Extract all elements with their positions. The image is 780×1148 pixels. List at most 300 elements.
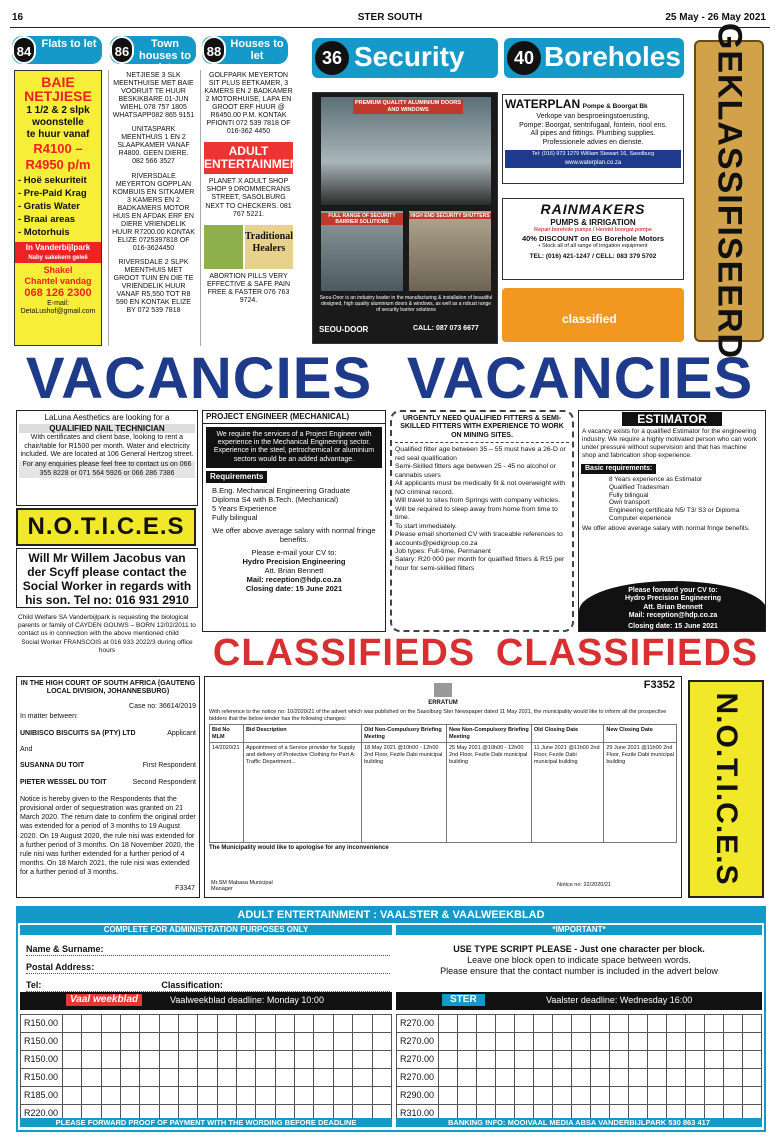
security-caption: PREMIUM QUALITY ALUMINIUM DOORS AND WINDOWS (354, 100, 462, 113)
letter-box[interactable] (572, 1033, 591, 1051)
letter-box[interactable] (372, 1015, 392, 1033)
letter-box[interactable] (724, 1033, 743, 1051)
engineer-cv: Please e-mail your CV to: (251, 547, 337, 557)
letter-box[interactable] (63, 1015, 82, 1033)
letter-box[interactable] (667, 1015, 686, 1033)
waterplan-line: Verkope van besproeiingstoerusting, (536, 113, 650, 121)
classified-promo (502, 288, 684, 342)
letter-box[interactable] (591, 1033, 610, 1051)
letter-box[interactable] (179, 1087, 198, 1105)
estimator-requirement: Fully bilingual (609, 491, 649, 499)
flats-ad-location: Naby sakekern geleë (15, 254, 101, 263)
flats-ad-email: DetaLushof@gmail.com (20, 308, 96, 316)
letter-box[interactable] (686, 1087, 705, 1105)
letter-box[interactable] (256, 1069, 275, 1087)
letter-box[interactable] (648, 1033, 667, 1051)
laluna-enquiries: For any enquiries please feel free to contact us on 066 355 8228 or 071 564 5926 or 066 286 7386 (19, 461, 195, 478)
price-row[interactable] (21, 1015, 392, 1033)
estimator-company: Hydro Precision Engineering (624, 595, 722, 603)
letter-box[interactable] (372, 1087, 392, 1105)
security-header (312, 38, 498, 78)
form-instruction: USE TYPE SCRIPT PLEASE - Just one character per block. (453, 944, 705, 954)
letter-box[interactable] (237, 1069, 256, 1087)
security-num: 36 (315, 41, 349, 75)
letter-box[interactable] (217, 1033, 236, 1051)
letter-box[interactable] (534, 1015, 553, 1033)
letter-box[interactable] (515, 1015, 534, 1033)
letter-box[interactable] (101, 1087, 120, 1105)
letter-box[interactable] (333, 1087, 352, 1105)
waterplan-contact: Tel: (016) 973 1279 William Stewart 16, Sasolburg (505, 150, 681, 159)
letter-box[interactable] (610, 1069, 629, 1087)
header-rule (10, 27, 770, 28)
letter-box[interactable] (275, 1015, 294, 1033)
letter-box[interactable] (515, 1087, 534, 1105)
ster-deadline: Vaalster deadline: Wednesday 16:00 (546, 995, 693, 1005)
letter-box[interactable] (591, 1051, 610, 1069)
letter-box[interactable] (667, 1069, 686, 1087)
letter-box[interactable] (591, 1069, 610, 1087)
letter-box[interactable] (275, 1051, 294, 1069)
form-important-heading: *IMPORTANT* (396, 925, 762, 935)
letter-box[interactable] (275, 1087, 294, 1105)
letter-box[interactable] (458, 1015, 477, 1033)
letter-box[interactable] (237, 1033, 256, 1051)
letter-box[interactable] (477, 1069, 496, 1087)
letter-box[interactable] (159, 1087, 178, 1105)
letter-box[interactable] (572, 1069, 591, 1087)
price-row[interactable] (397, 1087, 762, 1105)
fitters-line: Semi-Skilled fitters age between 25 - 45 no alcohol or cannabis users (395, 463, 556, 479)
table-header: New Non-Compulsory Briefing Meeting (446, 725, 531, 743)
form-instruction: Please ensure that the contact number is included in the advert below (440, 965, 718, 976)
letter-box[interactable] (63, 1033, 82, 1051)
letter-box[interactable] (686, 1015, 705, 1033)
price-label: R310.00 (397, 1105, 439, 1123)
letter-box[interactable] (256, 1033, 275, 1051)
price-row[interactable] (397, 1033, 762, 1051)
letter-box[interactable] (295, 1033, 314, 1051)
letter-box[interactable] (705, 1087, 724, 1105)
listing: RIVERSDALE MEYERTON GOPPLAN KOMBUIS EN SITKAMER 3 KAMERS EN 2 BADKAMERS MOTOR HUIS EN AFDAK ERF EN DIERE VRIENDELIK HUUR R7200.00 KONTAK ELIZE 0725397818 OF 016-3624450 (112, 172, 195, 252)
letter-box[interactable] (275, 1069, 294, 1087)
letter-box[interactable] (353, 1033, 372, 1051)
price-label: R185.00 (21, 1087, 63, 1105)
letter-box[interactable] (477, 1033, 496, 1051)
estimator-closing: Closing date: 15 June 2021 (628, 623, 718, 630)
letter-box[interactable] (372, 1033, 392, 1051)
letter-box[interactable] (686, 1069, 705, 1087)
estimator-ad (578, 410, 766, 632)
letter-box[interactable] (82, 1087, 101, 1105)
letter-box[interactable] (217, 1051, 236, 1069)
letter-box[interactable] (686, 1051, 705, 1069)
letter-box[interactable] (372, 1051, 392, 1069)
letter-box[interactable] (353, 1069, 372, 1087)
letter-box[interactable] (534, 1051, 553, 1069)
court-notice (16, 676, 200, 898)
letter-box[interactable] (159, 1015, 178, 1033)
geklassifiseerd-text: GEKLASSIFISEERD (710, 22, 749, 360)
letter-box[interactable] (179, 1015, 198, 1033)
letter-box[interactable] (101, 1069, 120, 1087)
letter-box[interactable] (743, 1015, 762, 1033)
letter-box[interactable] (121, 1033, 140, 1051)
security-brand: SEOU-DOOR (319, 325, 369, 334)
letter-box[interactable] (629, 1087, 648, 1105)
court-and: And (20, 745, 33, 753)
estimator-requirement: Own transport (609, 499, 650, 507)
letter-box[interactable] (63, 1051, 82, 1069)
flats-ad-email-label: E-mail: (47, 299, 69, 307)
issue-date: 25 May - 26 May 2021 (665, 12, 766, 23)
letter-box[interactable] (496, 1015, 515, 1033)
letter-box[interactable] (295, 1069, 314, 1087)
letter-box[interactable] (496, 1069, 515, 1087)
listing: RIVERSDALE 2 SLPK MEENTHUIS MET GROOT TUIN EN DIE TE VRIENDELIK HUUR VANAF R5,550 TOT R8 590 EN KONTAK ELIZE BY 072 539 7818 (113, 258, 194, 315)
ster-logo: STER (442, 994, 485, 1006)
letter-box[interactable] (198, 1015, 217, 1033)
flats-ad-line: te huur vanaf (26, 129, 90, 140)
letter-box[interactable] (82, 1051, 101, 1069)
letter-box[interactable] (534, 1087, 553, 1105)
boreholes-title: Boreholes (544, 41, 681, 72)
court-applicant: UNIBISCO BISCUITS SA (PTY) LTD (20, 729, 136, 737)
rainmakers-contact: TEL: (016) 421-1247 / CELL: 083 379 5702 (529, 252, 657, 260)
security-ad (312, 92, 498, 344)
fitters-line: Qualified fitter age between 35 – 55 must have a 26-D or red seal qualification (395, 446, 566, 462)
rainmakers-title: RAINMAKERS (540, 201, 646, 217)
classifieds-heading: CLASSIFIEDS (212, 632, 476, 674)
letter-box[interactable] (237, 1051, 256, 1069)
flats-ad-feature: - Motorhuis (18, 227, 70, 239)
adult-entertainment-form (16, 906, 766, 1132)
letter-box[interactable] (217, 1069, 236, 1087)
form-name-row[interactable] (26, 944, 390, 956)
rainmakers-line: Repair borehole pumps / Herstel boorgat pompe (534, 227, 652, 234)
letter-box[interactable] (648, 1069, 667, 1087)
letter-box[interactable] (553, 1051, 572, 1069)
letter-box[interactable] (121, 1015, 140, 1033)
letter-box[interactable] (743, 1087, 762, 1105)
letter-box[interactable] (610, 1033, 629, 1051)
notices-vertical-text: N.O.T.I.C.E.S (710, 692, 743, 886)
ster-grid[interactable] (396, 1014, 762, 1123)
letter-box[interactable] (515, 1069, 534, 1087)
letter-box[interactable] (314, 1051, 333, 1069)
letter-box[interactable] (553, 1033, 572, 1051)
letter-box[interactable] (295, 1051, 314, 1069)
letter-box[interactable] (667, 1033, 686, 1051)
letter-box[interactable] (63, 1087, 82, 1105)
erratum-intro: With reference to the notice no: 10/2020/21 of the advert which was published on the Sasolburg Ster Newspaper dated 11 May 2021, the municipality would like to inform all the prospective bidders that the below tender has the following changes: (209, 708, 667, 722)
letter-box[interactable] (333, 1033, 352, 1051)
letter-box[interactable] (458, 1033, 477, 1051)
letter-box[interactable] (140, 1051, 159, 1069)
letter-box[interactable] (458, 1069, 477, 1087)
boreholes-num: 40 (507, 41, 541, 75)
letter-box[interactable] (572, 1051, 591, 1069)
letter-box[interactable] (333, 1051, 352, 1069)
adult-entertainment-banner: ADULT ENTERTAINMENT (204, 142, 293, 174)
letter-box[interactable] (743, 1033, 762, 1051)
letter-box[interactable] (159, 1033, 178, 1051)
letter-box[interactable] (314, 1033, 333, 1051)
form-postal-label: Postal Address: (26, 962, 95, 972)
letter-box[interactable] (458, 1087, 477, 1105)
table-cell: 18 May 2021 @10h00 - 12h00 2nd Floor, Fezile Dabi municipal building (362, 743, 447, 843)
letter-box[interactable] (724, 1051, 743, 1069)
flats-ad-feature: - Hoë sekuriteit (18, 175, 87, 187)
letter-box[interactable] (724, 1087, 743, 1105)
form-footer-right: BANKING INFO: MOOIVAAL MEDIA ABSA VANDERBIJLPARK 530 863 417 (396, 1118, 762, 1127)
letter-box[interactable] (629, 1015, 648, 1033)
letter-box[interactable] (217, 1087, 236, 1105)
letter-box[interactable] (275, 1033, 294, 1051)
price-row[interactable] (397, 1015, 762, 1033)
child-welfare-notice (16, 612, 198, 664)
engineer-intro: We require the services of a Project Engineer with experience in the Mechanical Engineering sector. Experience in the steel, petrochemical or aluminium sectors would be an added advantage. (206, 427, 382, 469)
letter-box[interactable] (724, 1069, 743, 1087)
letter-box[interactable] (515, 1051, 534, 1069)
court-body: Notice is hereby given to the Respondents that the provisional order of sequestration was granted on 21 March 2020. The return date to confirm the original order was extended for a period of 3 months to 19 August 2020. On 19 August 2020, the rule nisi was extended for a further period of 3 months. On 18 November 2020, the rule nisi was further extended for a further period of 4 months. On 18 March 2021, the rule nisi was extended for a further period of 3 months. (20, 796, 196, 876)
engineer-mail: Mail: reception@hdp.co.za (246, 574, 342, 584)
letter-box[interactable] (198, 1087, 217, 1105)
engineer-requirement: B.Eng. Mechanical Engineering Graduate (212, 485, 351, 495)
letter-box[interactable] (179, 1033, 198, 1051)
letter-box[interactable] (217, 1015, 236, 1033)
letter-box[interactable] (439, 1069, 458, 1087)
rainmakers-discount: 40% DISCOUNT on EG Borehole Motors (521, 233, 665, 243)
form-footer-left: PLEASE FORWARD PROOF OF PAYMENT WITH THE WORDING BEFORE DEADLINE (20, 1118, 392, 1127)
estimator-requirement: 8 Years experience as Estimator (609, 475, 703, 483)
price-label: R290.00 (397, 1087, 439, 1105)
court-role: Applicant (167, 729, 196, 737)
letter-box[interactable] (743, 1069, 762, 1087)
price-row[interactable] (21, 1069, 392, 1087)
waterplan-line: Professionele advies en dienste. (542, 138, 644, 146)
letter-box[interactable] (648, 1051, 667, 1069)
letter-box[interactable] (705, 1015, 724, 1033)
form-tel-row[interactable] (26, 980, 390, 992)
category-townhouses: 86 Town houses to let (110, 36, 196, 64)
court-role: Second Respondent (132, 778, 196, 786)
letter-box[interactable] (82, 1033, 101, 1051)
letter-box[interactable] (743, 1051, 762, 1069)
letter-box[interactable] (667, 1051, 686, 1069)
price-label: R220.00 (21, 1105, 63, 1123)
rainmakers-line: • Stock all of all range of irrigation equipment (538, 242, 648, 249)
letter-box[interactable] (179, 1069, 198, 1087)
form-admin-heading: COMPLETE FOR ADMINISTRATION PURPOSES ONLY (20, 925, 392, 935)
letter-box[interactable] (198, 1051, 217, 1069)
fitters-salary: Salary: R20 000 per month for qualified fitters & R15 per hour for semi-skilled fitters (395, 556, 565, 572)
municipal-crest-icon (434, 683, 452, 697)
letter-box[interactable] (140, 1069, 159, 1087)
letter-box[interactable] (667, 1087, 686, 1105)
letter-box[interactable] (140, 1033, 159, 1051)
letter-box[interactable] (534, 1069, 553, 1087)
flats-ad-contact: Chantel vandag (24, 275, 92, 286)
table-cell: 25 May 2021 @10h00 - 12h00 2nd Floor, Fezile Dabi municipal building (446, 743, 531, 843)
fitters-line: All applicants must be medically fit & not overweight with NO criminal record. (395, 480, 565, 496)
vaal-grid[interactable] (20, 1014, 392, 1123)
letter-box[interactable] (237, 1087, 256, 1105)
geklassifiseerd-banner (694, 22, 764, 360)
court-reference: F3347 (175, 884, 195, 892)
classified-word: classified (562, 312, 617, 326)
letter-box[interactable] (553, 1015, 572, 1033)
letter-box[interactable] (705, 1033, 724, 1051)
letter-box[interactable] (314, 1069, 333, 1087)
letter-box[interactable] (439, 1033, 458, 1051)
letter-box[interactable] (439, 1087, 458, 1105)
letter-box[interactable] (101, 1033, 120, 1051)
price-row[interactable] (21, 1051, 392, 1069)
letter-box[interactable] (256, 1051, 275, 1069)
letter-box[interactable] (101, 1051, 120, 1069)
estimator-salary: We offer above average salary with normal fringe benefits. (582, 524, 750, 532)
letter-box[interactable] (724, 1015, 743, 1033)
letter-box[interactable] (477, 1015, 496, 1033)
letter-box[interactable] (572, 1015, 591, 1033)
erratum-signature: Mr.SM Mabasa Municipal Manager (211, 879, 273, 893)
letter-box[interactable] (82, 1015, 101, 1033)
letter-box[interactable] (629, 1069, 648, 1087)
letter-box[interactable] (553, 1069, 572, 1087)
letter-box[interactable] (439, 1051, 458, 1069)
letter-box[interactable] (458, 1051, 477, 1069)
letter-box[interactable] (610, 1087, 629, 1105)
letter-box[interactable] (333, 1015, 352, 1033)
letter-box[interactable] (610, 1015, 629, 1033)
letter-box[interactable] (314, 1087, 333, 1105)
letter-box[interactable] (179, 1051, 198, 1069)
letter-box[interactable] (648, 1087, 667, 1105)
letter-box[interactable] (140, 1087, 159, 1105)
letter-box[interactable] (610, 1051, 629, 1069)
waterplan-subtitle: Pompe & Boorgat Bk (582, 103, 648, 110)
letter-box[interactable] (572, 1087, 591, 1105)
letter-box[interactable] (686, 1033, 705, 1051)
flats-ad-phone: 068 126 2300 (24, 286, 92, 299)
ster-deadline-bar (396, 992, 762, 1010)
letter-box[interactable] (295, 1087, 314, 1105)
estimator-cv: Please forward your CV to: (628, 587, 718, 594)
notices-vertical-banner (688, 680, 764, 898)
letter-box[interactable] (121, 1087, 140, 1105)
letter-box[interactable] (477, 1087, 496, 1105)
letter-box[interactable] (159, 1069, 178, 1087)
letter-box[interactable] (553, 1087, 572, 1105)
letter-box[interactable] (353, 1015, 372, 1033)
willem-notice: Will Mr Willem Jacobus van der Scyff please contact the Social Worker in regards with his son. Tel no: 016 931 2910 (16, 548, 198, 608)
security-caption: HIGH END SECURITY SHUTTERS (410, 213, 490, 219)
table-header: Bid Description (243, 725, 361, 743)
letter-box[interactable] (256, 1087, 275, 1105)
engineer-requirement: 5 Years Experience (212, 503, 277, 513)
rainmakers-subtitle: PUMPS & IRRIGATION (550, 217, 636, 227)
healer-photo (204, 225, 243, 269)
price-row[interactable] (397, 1069, 762, 1087)
table-header: Old Closing Date (531, 725, 603, 743)
letter-box[interactable] (333, 1069, 352, 1087)
houses-listings (200, 70, 306, 346)
letter-box[interactable] (63, 1069, 82, 1087)
letter-box[interactable] (82, 1069, 101, 1087)
erratum-notice-number: Notice no: 22/2020/21 (557, 882, 611, 889)
shutter-photo (409, 211, 491, 291)
table-header: Bid No MLM (210, 725, 244, 743)
letter-box[interactable] (705, 1069, 724, 1087)
child-welfare-text: Child Welfare SA Vanderbijlpark is requesting the biological parents or family of CAYDEN GOUWS – BORN 12/02/2011 to contact us in connection with the above mentioned child (18, 614, 196, 637)
letter-box[interactable] (198, 1033, 217, 1051)
child-welfare-contact: Social Worker FRANSCOIS at 016 933 2022/3 during office hours (21, 639, 193, 655)
estimator-requirements-heading: Basic requirements: (581, 464, 656, 474)
letter-box[interactable] (121, 1051, 140, 1069)
laluna-ad (16, 410, 198, 506)
form-postal-row[interactable] (26, 962, 390, 974)
letter-box[interactable] (295, 1015, 314, 1033)
engineer-requirements-heading: Requirements (206, 471, 267, 483)
laluna-title: LaLuna Aesthetics are looking for a (44, 413, 170, 422)
letter-box[interactable] (140, 1015, 159, 1033)
letter-box[interactable] (534, 1033, 553, 1051)
price-row[interactable] (21, 1087, 392, 1105)
letter-box[interactable] (198, 1069, 217, 1087)
listing: ABORTION PILLS VERY EFFECTIVE & SAFE PAIN FREE & FASTER 076 763 9724. (206, 272, 291, 304)
court-heading: IN THE HIGH COURT OF SOUTH AFRICA (GAUTENG LOCAL DIVISION, JOHANNESBURG) (20, 680, 196, 696)
letter-box[interactable] (591, 1087, 610, 1105)
price-row[interactable] (397, 1051, 762, 1069)
court-respondent: PIETER WESSEL DU TOIT (20, 778, 107, 786)
letter-box[interactable] (372, 1069, 392, 1087)
letter-box[interactable] (591, 1015, 610, 1033)
letter-box[interactable] (121, 1069, 140, 1087)
townhouses-listings (108, 70, 198, 346)
letter-box[interactable] (496, 1087, 515, 1105)
engineer-attention: Att. Brian Bennett (264, 565, 324, 575)
price-label: R150.00 (21, 1069, 63, 1087)
flats-ad-line: 1 1/2 & 2 slpk (26, 105, 90, 116)
letter-box[interactable] (353, 1051, 372, 1069)
letter-box[interactable] (629, 1051, 648, 1069)
flats-ad-feature: - Braai areas (18, 214, 76, 226)
letter-box[interactable] (314, 1015, 333, 1033)
letter-box[interactable] (496, 1051, 515, 1069)
letter-box[interactable] (159, 1051, 178, 1069)
letter-box[interactable] (353, 1087, 372, 1105)
security-title: Security (354, 41, 465, 72)
vacancies-heading: VACANCIES (25, 346, 373, 411)
letter-box[interactable] (237, 1015, 256, 1033)
letter-box[interactable] (256, 1015, 275, 1033)
letter-box[interactable] (515, 1033, 534, 1051)
flats-ad (14, 70, 102, 346)
waterplan-line: All pipes and fittings. Plumbing supplies. (530, 130, 656, 138)
price-row[interactable] (21, 1033, 392, 1051)
letter-box[interactable] (648, 1015, 667, 1033)
letter-box[interactable] (705, 1051, 724, 1069)
letter-box[interactable] (496, 1033, 515, 1051)
price-label: R150.00 (21, 1051, 63, 1069)
price-label: R270.00 (397, 1015, 439, 1033)
letter-box[interactable] (439, 1015, 458, 1033)
letter-box[interactable] (477, 1051, 496, 1069)
engineer-company: Hydro Precision Engineering (242, 556, 346, 566)
letter-box[interactable] (101, 1015, 120, 1033)
letter-box[interactable] (629, 1033, 648, 1051)
